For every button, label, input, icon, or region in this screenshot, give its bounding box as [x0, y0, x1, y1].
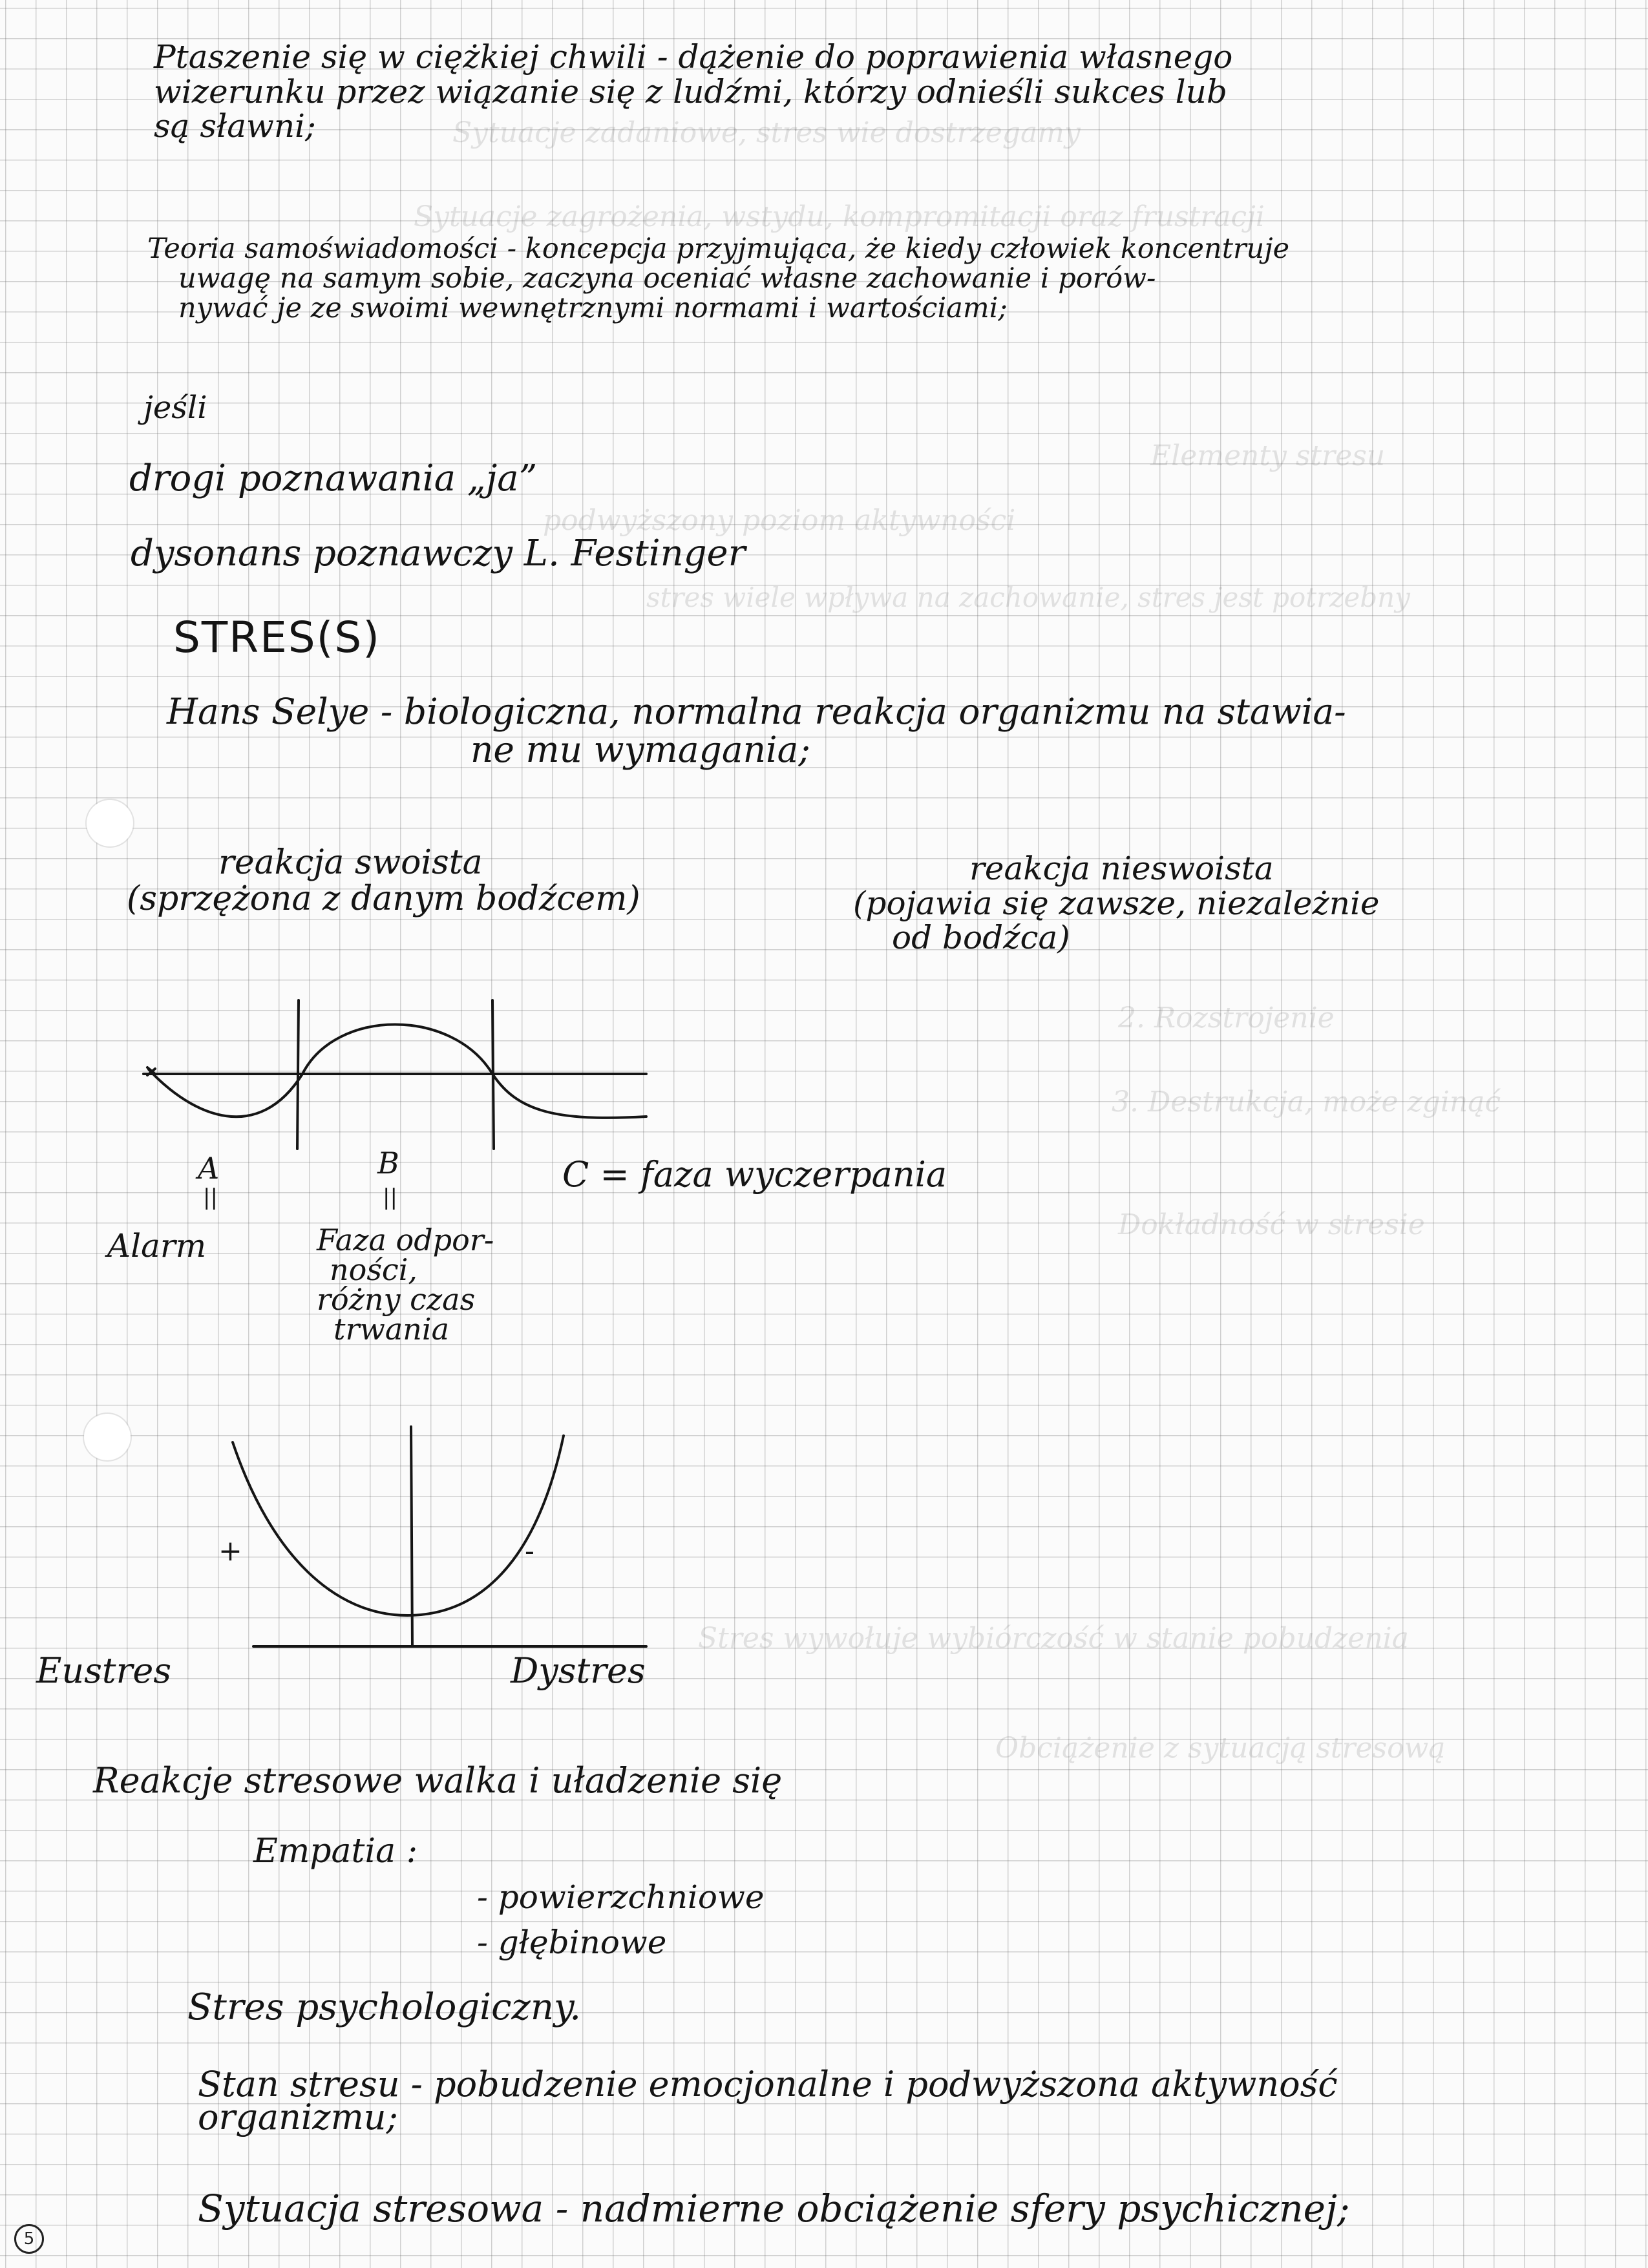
vertical-axis: [411, 1427, 412, 1645]
bleed-through-text: podwyższony poziom aktywności: [543, 504, 1016, 537]
bleed-through-text: 3. Destrukcja, może zginąć: [1112, 1086, 1501, 1118]
page-number: 5: [14, 2224, 44, 2254]
phase-b-line-3: różny czas: [317, 1282, 476, 1317]
intro-line-2: wizerunku przez wiązanie się z ludźmi, którzy odnieśli sukces lub: [154, 72, 1227, 110]
stressful-situation: Sytuacja stresowa - nadmierne obciążenie sfery psychicznej;: [198, 2187, 1350, 2231]
stress-reactions: Reakcje stresowe walka i uładzenie się: [93, 1760, 783, 1801]
specific-reaction-title: reakcja swoista: [218, 843, 483, 882]
bleed-through-text: Dokładność w stresie: [1118, 1208, 1425, 1241]
phase-b-line-2: ności,: [330, 1252, 418, 1287]
bleed-through-text: stres wiele wpływa na zachowanie, stres jest potrzebny: [646, 582, 1410, 613]
phase-a-letter: A: [198, 1151, 220, 1186]
phase-b-line-1: Faza odpor-: [317, 1223, 494, 1257]
intro-line-1: Ptaszenie się w ciężkiej chwili - dążenie do poprawienia własnego: [154, 38, 1233, 76]
intro-line-3: są sławni;: [154, 107, 316, 145]
bleed-through-text: Stres wywołuje wybiórczość w stanie pobudzenia: [698, 1622, 1409, 1655]
selye-line-2: ne mu wymagania;: [470, 728, 810, 770]
stress-state-line-2: organizmu;: [198, 2097, 398, 2138]
phase-c-label: C = faza wyczerpania: [562, 1154, 947, 1195]
plus-sign: +: [218, 1535, 242, 1568]
nonspecific-reaction-title: reakcja nieswoista: [969, 850, 1274, 887]
stress-state-definition: [198, 2064, 1338, 2138]
nonspecific-reaction-desc-2: od bodźca): [892, 919, 1070, 956]
specific-reaction-desc: (sprzężona z danym bodźcem): [127, 879, 640, 918]
stress-heading: STRES(S): [173, 613, 381, 662]
phase-b-letter: B: [377, 1146, 399, 1181]
bleed-through-text: Sytuacje zagrożenia, wstydu, kompromitacji oraz frustracji: [414, 200, 1265, 233]
self-knowledge-paths: drogi poznawania „ja”: [129, 457, 538, 499]
cognitive-dissonance: dysonans poznawczy L. Festinger: [131, 532, 746, 574]
distress-label: Dystres: [511, 1650, 646, 1691]
theory-line-2: uwagę na samym sobie, zaczyna oceniać własne zachowanie i porów-: [178, 262, 1156, 295]
selye-line-1: Hans Selye - biologiczna, normalna reakcja organizmu na stawia-: [167, 691, 1346, 732]
bleed-through-text: Sytuacje zadaniowe, stres wie dostrzegamy: [452, 116, 1081, 149]
phase-a-eq: ||: [203, 1184, 218, 1210]
empathy-surface: - powierzchniowe: [477, 1878, 765, 1916]
bleed-through-text: Obciążenie z sytuacją stresową: [995, 1732, 1446, 1765]
stress-state-line-1: Stan stresu - pobudzenie emocjonalne i podwyższona aktywność: [198, 2064, 1338, 2105]
nonspecific-reaction-desc: (pojawia się zawsze, niezależnie: [853, 884, 1380, 922]
minus-sign: -: [525, 1535, 534, 1568]
psychological-stress: Stres psychologiczny.: [187, 1986, 581, 2028]
bleed-through-text: Elementy stresu: [1150, 439, 1386, 472]
bleed-through-text: 2. Rozstrojenie: [1118, 1002, 1335, 1034]
theory-line-1: Teoria samoświadomości - koncepcja przyjmująca, że kiedy człowiek koncentruje: [147, 233, 1290, 265]
empathy-deep: - głębinowe: [477, 1924, 667, 1961]
u-shaped-curve: [233, 1436, 564, 1615]
phase-a-name: Alarm: [107, 1227, 207, 1265]
jesli-note: jeśli: [143, 390, 207, 426]
phase-b-eq: ||: [383, 1184, 397, 1210]
eustress-label: Eustres: [36, 1650, 172, 1691]
empathy-label: Empatia :: [253, 1832, 418, 1871]
theory-line-3: nywać je ze swoimi wewnętrznymi normami i wartościami;: [178, 292, 1008, 324]
phase-b-line-4: trwania: [333, 1312, 450, 1347]
